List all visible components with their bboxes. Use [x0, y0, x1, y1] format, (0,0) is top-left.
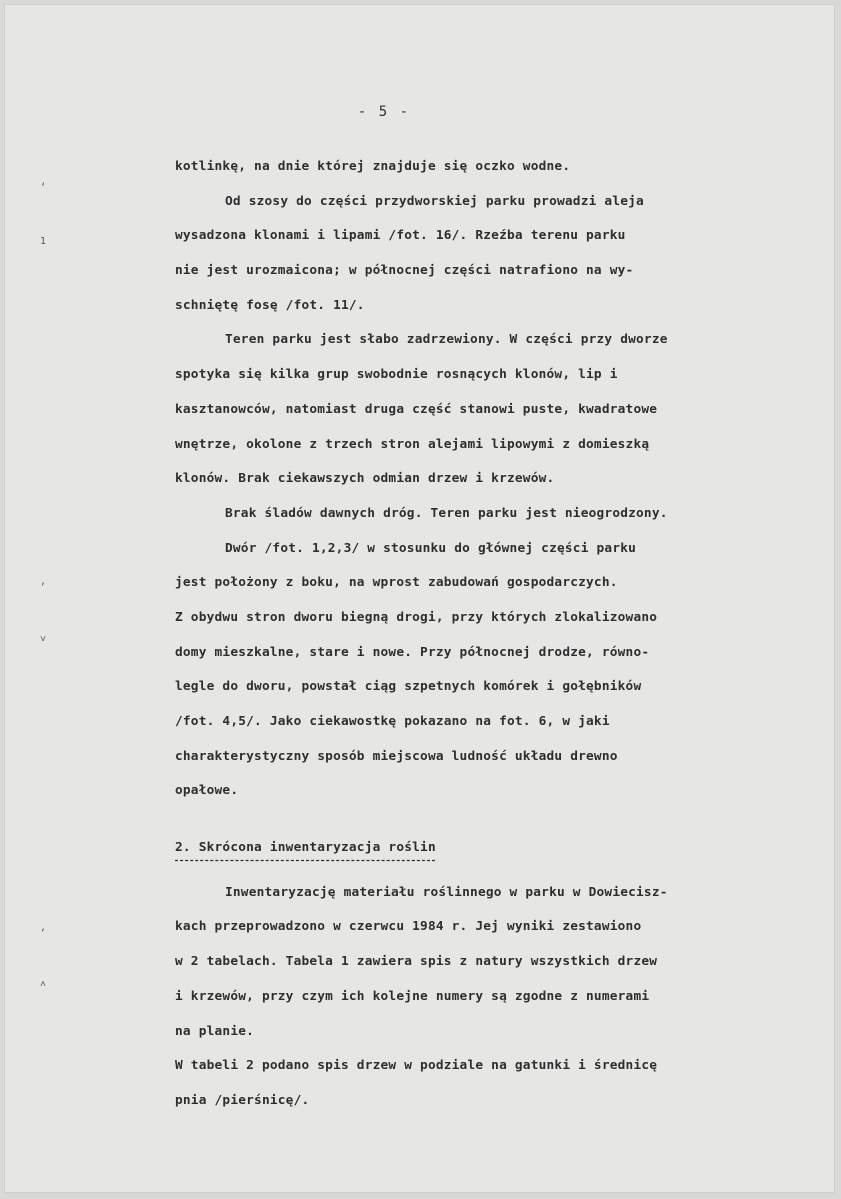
text-line: i krzewów, przy czym ich kolejne numery są zgodne z numerami [175, 988, 650, 1004]
text-line: /fot. 4,5/. Jako ciekawostkę pokazano na fot. 6, w jaki [175, 714, 610, 729]
text-line: Inwentaryzację materiału roślinnego w parku w Dowiecisz- [225, 884, 668, 900]
text-line: domy mieszkalne, stare i nowe. Przy północnej drodze, równo- [175, 644, 650, 660]
text-line: legle do dworu, powstał ciąg szpetnych komórek i gołębników [175, 679, 642, 695]
text-line: kotlinkę, na dnie której znajduje się oczko wodne. [175, 159, 571, 174]
text-line: nie jest urozmaicona; w północnej części natrafiono na wy- [175, 263, 634, 279]
text-line: klonów. Brak ciekawszych odmian drzew i krzewów. [175, 471, 555, 487]
margin-mark: ‚ [40, 576, 47, 587]
text-line: Z obydwu stron dworu biegną drogi, przy których zlokalizowano [175, 609, 658, 625]
document-page [4, 4, 835, 1193]
text-line: w 2 tabelach. Tabela 1 zawiera spis z natury wszystkich drzew [175, 954, 658, 970]
text-line: spotyka się kilka grup swobodnie rosnących klonów, lip i [175, 367, 618, 383]
text-line: wnętrze, okolone z trzech stron alejami lipowymi z domieszką [175, 436, 650, 452]
page-number: - 5 - [357, 104, 411, 120]
body-text [175, 150, 815, 1119]
text-line: pnia /pierśnicę/. [175, 1092, 310, 1108]
margin-mark: ˅ [40, 634, 47, 645]
text-line: wysadzona klonami i lipami /fot. 16/. Rzeźba terenu parku [175, 228, 626, 244]
text-line: opałowe. [175, 783, 239, 799]
margin-mark: ˄ [40, 979, 47, 990]
text-line: charakterystyczny sposób miejscowa ludność układu drewno [175, 748, 618, 764]
text-line: kach przeprowadzono w czerwcu 1984 r. Jej wyniki zestawiono [175, 919, 642, 935]
margin-mark: ‚ [40, 922, 47, 933]
text-line: Teren parku jest słabo zadrzewiony. W części przy dworze [225, 332, 668, 348]
margin-mark: ‘ [40, 182, 47, 193]
text-line: kasztanowców, natomiast druga część stanowi puste, kwadratowe [175, 401, 658, 417]
text-line: Brak śladów dawnych dróg. Teren parku jest nieogrodzony. [225, 505, 668, 521]
text-line: na planie. [175, 1023, 255, 1039]
text-line: W tabeli 2 podano spis drzew w podziale na gatunki i średnicę [175, 1058, 658, 1074]
text-line: Dwór /fot. 1,2,3/ w stosunku do głównej części parku [225, 540, 637, 556]
text-line: schniętę fosę /fot. 11/. [175, 297, 365, 313]
text-line: Od szosy do części przydworskiej parku prowadzi aleja [225, 193, 644, 209]
section-heading: 2. Skrócona inwentaryzacja roślin [175, 840, 436, 856]
text-line: jest położony z boku, na wprost zabudowań gospodarczych. [175, 575, 618, 591]
margin-mark: 1 [40, 236, 47, 247]
